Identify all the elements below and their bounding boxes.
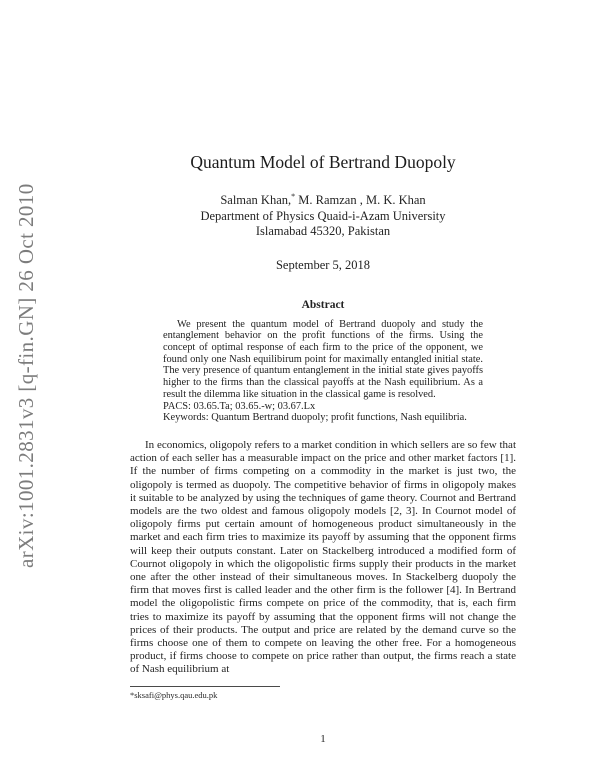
- page-number: 1: [320, 733, 326, 745]
- authors-rest: M. Ramzan , M. K. Khan: [295, 193, 426, 208]
- paper-page: [130, 152, 516, 700]
- footnote-email: *sksafi@phys.qau.edu.pk: [130, 689, 218, 700]
- abstract-section: [163, 299, 483, 424]
- abstract-text: We present the quantum model of Bertrand duopoly and study the entanglement behavior on the profit functions of the firms. Using the concept of optimal response of each firm to the price of the opponent, we found only one Nash equilibirum point for maximally entangled initial state. The very presence of quantum entanglement in the initial state gives payoffs higher to the firms than the classical payoffs at the Nash equilibrium. As a result the dilemma like situation in the classical game is resolved.: [163, 318, 483, 400]
- arxiv-watermark: arXiv:1001.2831v3 [q-fin.GN] 26 Oct 2010: [14, 183, 38, 568]
- footnote-rule: [130, 686, 280, 687]
- author-first: Salman Khan,: [220, 193, 292, 208]
- body-paragraph: In economics, oligopoly refers to a market condition in which sellers are so few that action of each seller has a measurable impact on the price and other market factors [1]. If the number of firms competing on a commodity in the market is just two, the oligopoly is termed as duopoly. The competitive behavior of firms in oligopoly makes it suitable to be analyzed by using the techniques of game theory. Cournot and Bertrand models are the two oldest and famous oligopoly models [2, 3]. In Cournot model of oligopoly firms put certain amount of homogeneous product simultaneously in the market and each firm tries to maximize its payoff by assuming that the opponent firms will keep their outputs constant. Later on Stackelberg introduced a modified form of Cournot oligopoly in which the oligopolistic firms supply their products in the market one after the other instead of their simultaneous moves. In Stackelberg duopoly the firm that moves first is called leader and the other firm is the follower [4]. In Bertrand model the oligopolistic firms compete on price of the commodity, that is, each firm tries to maximize its payoff by assuming that the opponent firms will not change the prices of their products. The output and price are related by the demand curve so the firms choose one of them to compete on leaving the other free. For a homogeneous product, if firms choose to compete on price rather than output, the firms reach a state of Nash equilibrium at: [130, 438, 516, 676]
- pacs-line: PACS: 03.65.Ta; 03.65.-w; 03.67.Lx: [163, 400, 316, 412]
- author-line: [130, 189, 516, 209]
- abstract-heading: Abstract: [301, 298, 345, 311]
- footnote-marker: *: [291, 192, 296, 201]
- keywords-line: Keywords: Quantum Bertrand duopoly; profit functions, Nash equilibria.: [163, 412, 467, 424]
- paper-date: September 5, 2018: [275, 257, 371, 272]
- paper-title: Quantum Model of Bertrand Duopoly: [190, 152, 456, 172]
- affiliation-line-1: Department of Physics Quaid-i-Azam University: [200, 208, 446, 223]
- affiliation-line-2: Islamabad 45320, Pakistan: [255, 224, 391, 239]
